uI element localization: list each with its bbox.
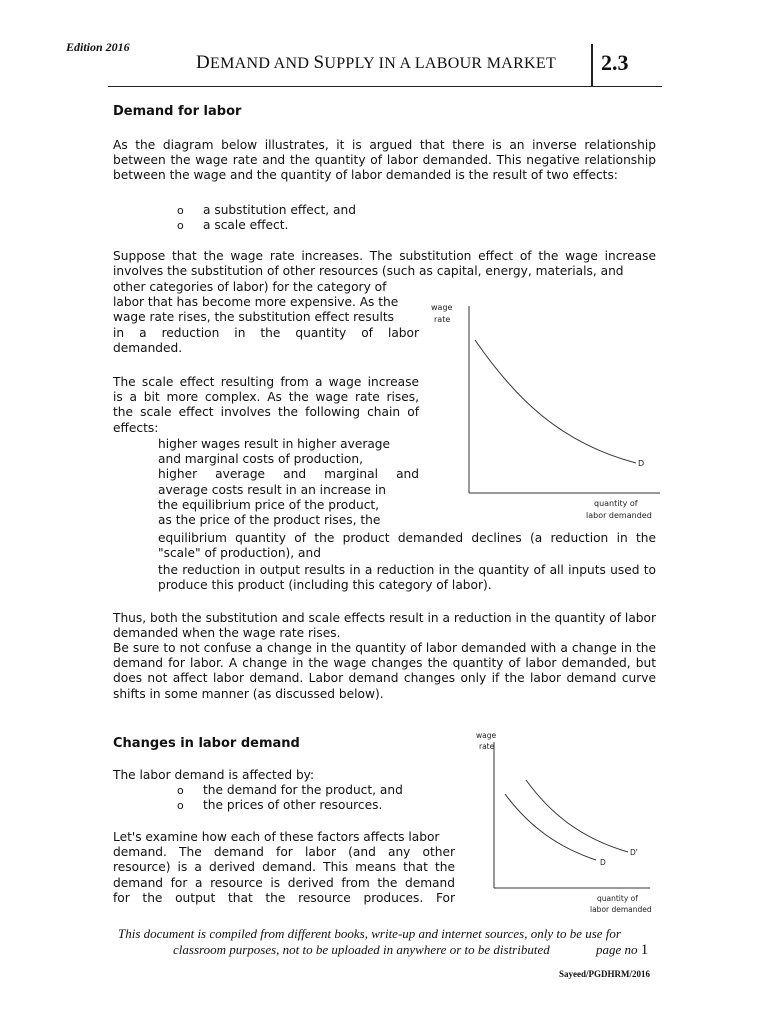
text-line: effects: <box>113 420 159 435</box>
demand-curve-shifted <box>526 780 628 852</box>
bullet-list-effects <box>177 203 356 233</box>
figure-y-label-wage: wage <box>476 731 497 740</box>
text-line: demand for a resource is derived from the demand <box>113 875 455 890</box>
text-line: The scale effect resulting from a wage increase <box>113 375 419 389</box>
figure-y-label-rate: rate <box>479 742 495 751</box>
scale-paragraph <box>113 375 419 436</box>
text-line: Let's examine how each of these factors affects labor <box>113 830 440 844</box>
text-line: wage rate rises, the substitution effect results <box>113 310 395 325</box>
text-line: demanded. <box>113 340 183 355</box>
footer-disclaimer-line2: classroom purposes, not to be uploaded in anywhere or to be distributed <box>173 942 550 957</box>
curve-label-d: D <box>638 459 645 468</box>
caution-paragraph: Be sure to not confuse a change in the quantity of labor demanded with a change in the demand for labor. A change in the wage changes the quantity of labor demanded, but does not affect labor demand. Labor demand changes only if the labor demand curve shifts in some manner (as discussed below). <box>113 641 656 701</box>
text-line: average costs result in an increase in <box>158 482 387 497</box>
text-line: in a reduction in the quantity of labor <box>113 325 419 340</box>
footer-disclaimer-line1: This document is compiled from different books, write-up and internet sources, only to be use for <box>118 926 621 941</box>
figure-x-label-labor: labor demanded <box>590 905 652 914</box>
list-item: o a scale effect. <box>177 218 289 233</box>
footer-signature: Sayeed/PGDHRM/2016 <box>559 969 650 979</box>
text-line: the scale effect involves the following chain of <box>113 405 419 420</box>
substitution-paragraph: Suppose that the wage rate increases. The substitution effect of the wage increase involves the substitution of other resources (such as capital, energy, materials, and <box>113 249 656 279</box>
section-heading-demand: Demand for labor <box>113 104 242 119</box>
figure-x-label-quantity: quantity of <box>594 499 638 508</box>
text-line: for the output that the resource produces. For <box>113 890 455 905</box>
chain-item-equilibrium: equilibrium quantity of the product demanded declines (a reduction in the "scale" of production), and <box>158 531 656 561</box>
curve-label-d: D <box>600 858 606 867</box>
chain-of-effects <box>158 437 419 528</box>
chapter-number: 2.3 <box>601 50 629 75</box>
conclusion-paragraph: Thus, both the substitution and scale effects result in a reduction in the quantity of labor demanded when the wage rate rises. <box>113 611 656 641</box>
text-line: and marginal costs of production, <box>158 452 363 467</box>
text-line: other categories of labor) for the category of <box>113 280 387 294</box>
figure-y-label-rate: rate <box>434 315 451 324</box>
edition-label: Edition 2016 <box>66 40 130 54</box>
list-item: o the demand for the product, and <box>177 783 403 797</box>
demand-curve <box>475 340 636 463</box>
page-title: DEMAND AND SUPPLY IN A LABOUR MARKET <box>196 52 557 73</box>
list-item: o the prices of other resources. <box>177 798 383 813</box>
demand-curve-original <box>505 794 596 860</box>
page-number: page no 1 <box>596 942 649 958</box>
header-rule <box>108 86 662 87</box>
title-divider <box>591 44 593 87</box>
changes-intro: The labor demand is affected by: <box>113 768 315 782</box>
chain-item-output: the reduction in output results in a reduction in the quantity of all inputs used to produce this product (including this category of labor). <box>158 563 656 593</box>
text-line: the equilibrium price of the product, <box>158 497 380 512</box>
list-item: o a substitution effect, and <box>177 203 356 217</box>
figure-x-label-quantity: quantity of <box>597 894 638 903</box>
section-heading-changes: Changes in labor demand <box>113 736 300 751</box>
substitution-paragraph-cont <box>113 280 419 356</box>
figure-y-label-wage: wage <box>431 303 453 312</box>
figure-x-label-labor: labor demanded <box>586 511 652 520</box>
text-line: is a bit more complex. As the wage rate rises, <box>113 390 419 405</box>
text-line: labor that has become more expensive. As the <box>113 295 399 310</box>
labor-demand-shift-figure <box>460 728 660 918</box>
text-line: resource) is a derived demand. This means that the <box>113 860 455 875</box>
text-line: higher wages result in higher average <box>158 437 391 451</box>
derived-demand-paragraph <box>113 830 455 906</box>
bullet-list-factors <box>177 783 403 813</box>
labor-demand-figure <box>420 298 670 528</box>
text-line: demand. The demand for labor (and any other <box>113 845 455 860</box>
text-line: as the price of the product rises, the <box>158 513 381 528</box>
curve-label-d-prime: D' <box>630 848 638 857</box>
intro-paragraph: As the diagram below illustrates, it is argued that there is an inverse relationship between the wage rate and the quantity of labor demanded. This negative relationship between the wage and the quantity of labor demanded is the result of two effects: <box>113 138 656 183</box>
text-line: higher average and marginal and <box>158 467 419 482</box>
